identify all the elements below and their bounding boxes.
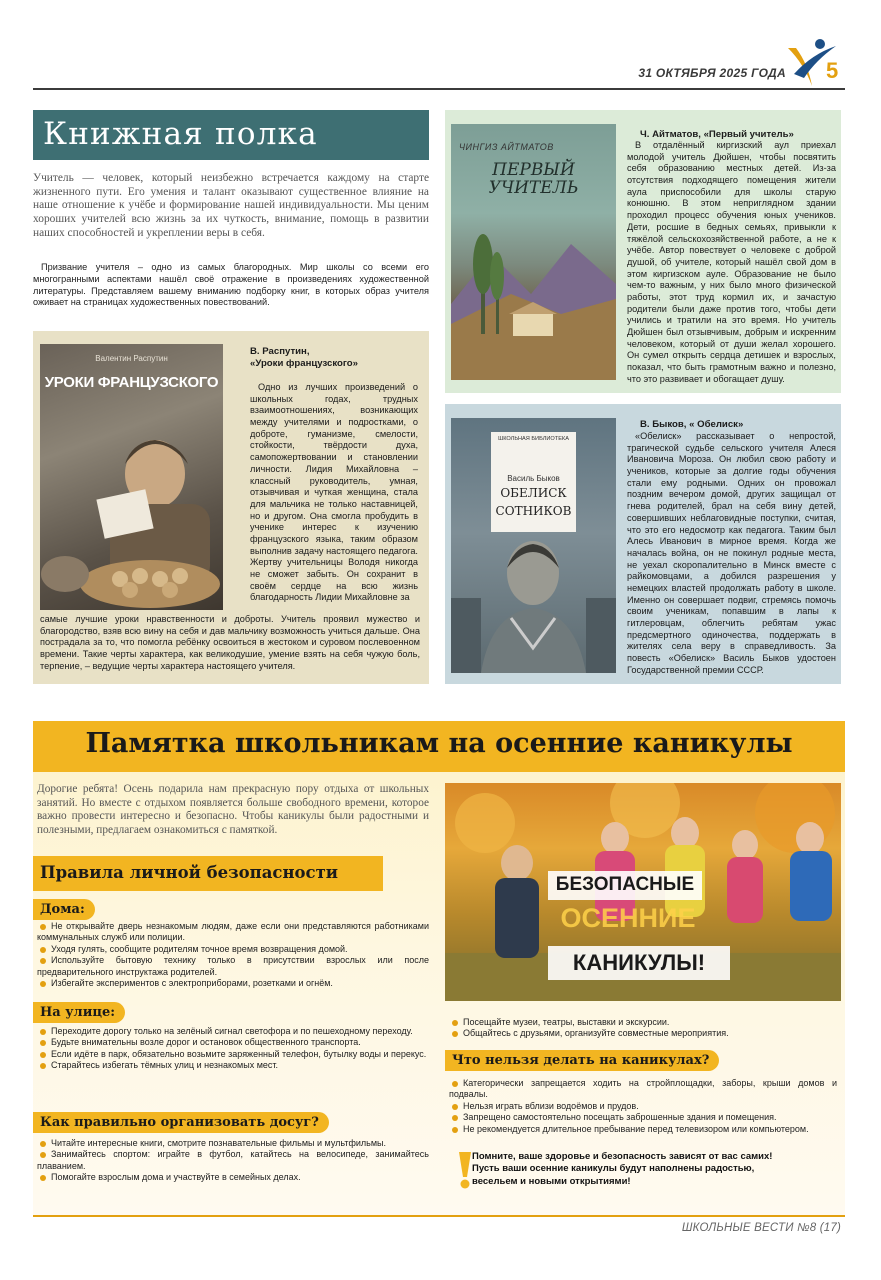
section-leisure-label: Как правильно организовать досуг? — [33, 1112, 329, 1133]
book-cover-bykov — [451, 418, 616, 673]
list-item: Будьте внимательны возле дорог и остановок общественного транспорта. — [37, 1037, 429, 1048]
book-text-rasputin: Одно из лучших произведений о школьных годах, трудных взаимоотношениях, возникающих между учителями и подростками, о доброте, гуманизме, смелости, стойкости, твёрдости духа, самопожертвовании и становлении личности. Лидия Михайловна – классный руководитель, умная, отзывчивая и чуткая женщина, стала для мальчика не только наставницей, но и другом. Она смогла пробудить в ученике интерес к изучению французского языка, таким образом выполнив задачу настоящего педагога. Жертву учительницы Володя никогда не сможет забыть. Он сохранит в своём сердце на всю жизнь благодарность Лидии Михайловне за — [250, 382, 418, 603]
book-title-rasputin: В. Распутин, «Уроки французского» — [250, 346, 358, 369]
footer-issue: ШКОЛЬНЫЕ ВЕСТИ №8 (17) — [681, 1222, 841, 1234]
section-street-label: На улице: — [33, 1002, 125, 1023]
book-text-aitmatov: В отдалённый киргизский аул приехал молодой учитель Дюйшен, чтобы посвятить себя образованию местных детей. Из-за отсутствия подходящего помещения жители аула приспособили для школы старую конюшню. В этом неприглядном здании проходил процесс обучения юных учеников. Дети, росшие в бедных семьях, привыкли к тяжёлой сельскохозяйственной работе, а не к учёбе. Автор повествует о человеке с доброй душой, об учителе, который нашёл свой дом в этом киргизском ауле. Образование не было чем-то важным, у них было много физической работы, этот труд кормил их, и зачастую родители были даже против того, чтобы дети учились и тратили на это время. Но учитель Дюйшен был отзывчивым, добрым и искренним человеком, который от души желал хорошего. Он сумел открыть сердца детишек и взрослых, показал, что быть грамотным важно и полезно, что это развивает и обогащает душу. — [627, 140, 836, 384]
home-list — [37, 921, 429, 990]
cover-author: ЧИНГИЗ АЙТМАТОВ — [459, 142, 554, 152]
list-item: Избегайте экспериментов с электроприборами, розетками и огнём. — [37, 978, 429, 989]
book-cover-aitmatov — [451, 124, 616, 380]
list-item: Уходя гулять, сообщите родителям точное время возвращения домой. — [37, 944, 429, 955]
street-list — [37, 1026, 429, 1072]
cover-author: Василь Быков — [507, 474, 560, 483]
closing-message: Помните, ваше здоровье и безопасность зависят от вас самих! Пусть ваши осенние каникулы будут наполнены радостью, весельем и новыми открытиями! — [472, 1151, 773, 1187]
list-item: Нельзя играть вблизи водоёмов и прудов. — [449, 1101, 837, 1112]
section-home-label: Дома: — [33, 899, 95, 920]
list-item: Запрещено самостоятельно посещать заброшенные здания и помещения. — [449, 1112, 837, 1123]
book-text-rasputin-cont — [40, 614, 420, 680]
rules-title: Правила личной безопасности — [33, 856, 383, 891]
bookshelf-intro: Учитель — человек, который неизбежно встречается каждому на старте жизненного пути. Его умения и талант оказывают существенное влияние на наше отношение к учёбе и формирование нашей индивидуальности. Мы ценим хороших учителей всю жизнь за их чуткость, внимание, помощь в развитии наших способностей и укреплении веры в себя. — [33, 172, 429, 239]
book-title-aitmatov: Ч. Айтматов, «Первый учитель» — [640, 129, 794, 140]
list-item: Посещайте музеи, театры, выставки и экскурсии. — [449, 1017, 841, 1028]
list-item: Старайтесь избегать тёмных улиц и незнакомых мест. — [37, 1060, 429, 1071]
footer-divider — [33, 1215, 845, 1217]
memo-intro: Дорогие ребята! Осень подарила нам прекрасную пору отдыха от школьных занятий. Но вместе с отдыхом появляется больше свободного времени, которое важно провести интересно и безопасно. Чтобы каникулы были радостными и полезными, предлагаем ознакомиться с памяткой. — [37, 783, 429, 836]
cover-title-1: ОБЕЛИСК — [500, 486, 567, 500]
cover-illustration-boy — [40, 404, 223, 610]
leisure-list-continued — [449, 1017, 841, 1040]
list-item: Читайте интересные книги, смотрите познавательные фильмы и мультфильмы. — [37, 1138, 429, 1149]
autumn-kids-image — [445, 783, 841, 1001]
list-item: Категорически запрещается ходить на стройплощадки, заборы, крыши домов и подвалы. — [449, 1078, 837, 1100]
cover-title: УРОКИ ФРАНЦУЗСКОГО — [44, 374, 219, 391]
image-label-1: БЕЗОПАСНЫЕ — [555, 874, 695, 895]
cover-illustration-mountains — [451, 214, 616, 380]
book-text-bykov: «Обелиск» рассказывает о непростой, трагической судьбе сельского учителя Алеся Ивановича Мороза. Он любил свою работу и учеников, которые за долгие годы обучения стали ему родными. Одних он провожал поздним вечером домой, других защищал от гнева родителей, брал на себя вину детей, совершивших неблаговидные поступки, считая, что это его недосмотр как педагога. Таким был Алесь Иванович в мирное время. Когда же началась война, он не покинул родные места, не уехал скоропалительно в Минск вместе с райкомовцами, а добился разрешения у немецких властей продолжать работу в школе. Именно он совершает подвиг, стремясь помочь своим ученикам, попавшим в лапы к гитлеровцам, облегчить ребятам ужас предсмертного одиночества, поддержать в жителях села веру в справедливость. За повесть «Обелиск» Василь Быков удостоен Государственной премии СССР. — [627, 431, 836, 675]
list-item: Используйте бытовую технику только в присутствии взрослых или после предварительного инструктажа родителей. — [37, 955, 429, 977]
cover-title-2: УЧИТЕЛЬ — [488, 178, 579, 198]
list-item: Если идёте в парк, обязательно возьмите заряженный телефон, бутылку воды и перекус. — [37, 1049, 429, 1060]
list-item: Не открывайте дверь незнакомым людям, даже если они представляются работниками коммунальных служб или полиции. — [37, 921, 429, 943]
list-item: Помогайте взрослым дома и участвуйте в семейных делах. — [37, 1172, 429, 1183]
image-label-3: КАНИКУЛЫ! — [572, 950, 706, 975]
list-item: Общайтесь с друзьями, организуйте совместные мероприятия. — [449, 1028, 841, 1039]
section-forbidden-label: Что нельзя делать на каникулах? — [445, 1050, 719, 1071]
list-item: Переходите дорогу только на зелёный сигнал светофора и по пешеходному переходу. — [37, 1026, 429, 1037]
book-title-bykov: В. Быков, « Обелиск» — [640, 419, 744, 430]
list-item: Занимайтесь спортом: играйте в футбол, катайтесь на велосипеде, занимайтесь плаванием. — [37, 1149, 429, 1171]
book-text-rasputin-col — [250, 382, 418, 612]
header-divider — [33, 88, 845, 90]
bookshelf-intro-2: Призвание учителя – одно из самых благородных. Мир школы со всеми его многогранными аспектами нашёл своё отражение в произведениях художественной литературы. Представляем вашему вниманию подборку книг, в которых образ учителя оживает на страницах художественных повествований. — [33, 262, 429, 308]
bookshelf-title: Книжная полка — [33, 110, 429, 160]
memo-title: Памятка школьникам на осенние каникулы — [85, 728, 793, 759]
book-cover-rasputin — [40, 344, 223, 610]
issue-date: 31 ОКТЯБРЯ 2025 ГОДА — [638, 66, 786, 80]
cover-illustration-man — [451, 528, 616, 673]
page-number: 5 — [826, 58, 839, 83]
list-item: Не рекомендуется длительное пребывание перед телевизором или компьютером. — [449, 1124, 837, 1135]
book-text-rasputin-tail: самые лучшие уроки нравственности и доброты. Учитель проявил мужество и благородство, взяв всю вину на себя и дав мальчику возможность учиться дальше. Она пострадала за то, что помогла ребёнку освоиться в жестоком и суровом послевоенном времени. Такие черты характера, как великодушие, умение взять на себя чужую боль, терпение, – ведущие черты характера настоящего учителя. — [40, 614, 420, 671]
image-label-2: ОСЕННИЕ — [560, 903, 696, 933]
leisure-list — [37, 1138, 429, 1184]
forbidden-list — [449, 1078, 837, 1135]
cover-author: Валентин Распутин — [95, 354, 168, 363]
cover-title-2: СОТНИКОВ — [495, 504, 572, 518]
cover-series: ШКОЛЬНАЯ БИБЛИОТЕКА — [498, 436, 569, 442]
cover-title-1: ПЕРВЫЙ — [492, 160, 575, 180]
